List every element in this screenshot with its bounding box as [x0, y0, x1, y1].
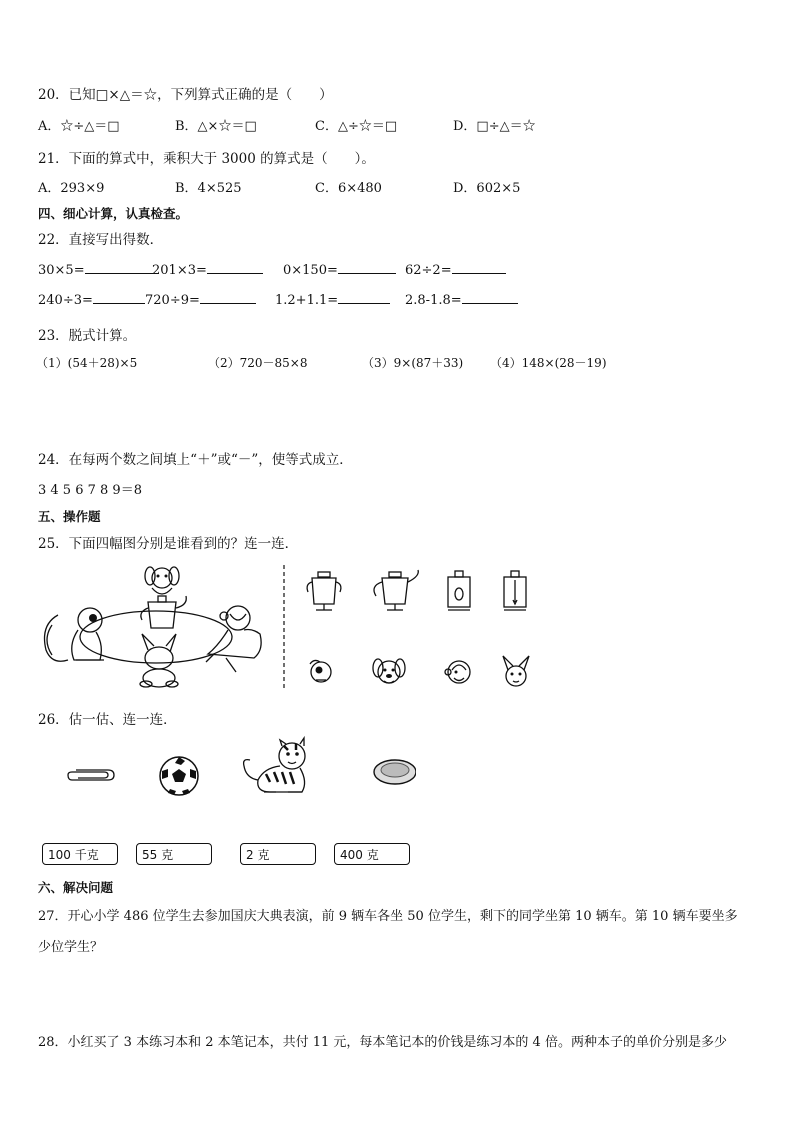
q23-item-3: （3）9×(87＋33): [362, 356, 464, 370]
weight-option-400g[interactable]: 400 克: [334, 843, 410, 865]
weight-option-55g[interactable]: 55 克: [136, 843, 212, 865]
dashed-divider: [282, 565, 286, 690]
q23-item-2: （2）720－85×8: [208, 356, 308, 370]
answer-blank[interactable]: [200, 291, 256, 304]
q21-stem: 21．下面的算式中，乘积大于 3000 的算式是（ ）。: [38, 151, 375, 167]
q22-expr: 720÷9=: [145, 293, 200, 308]
plate-icon: [372, 757, 418, 787]
q20-stem: 20．已知□×△＝☆，下列算式正确的是（ ）: [38, 87, 333, 103]
q24-equation: 3 4 5 6 7 8 9＝8: [38, 483, 142, 498]
section-5-heading: 五、操作题: [38, 509, 101, 524]
q23-stem: 23．脱式计算。: [38, 328, 137, 344]
answer-blank[interactable]: [338, 291, 390, 304]
tiger-icon: [240, 738, 312, 796]
teapot-view-1: [304, 570, 344, 612]
squirrel-face-icon: [306, 656, 336, 688]
dog-figure: [145, 567, 179, 594]
q22-row2-item1: [38, 291, 145, 308]
q22-row2-item2: [145, 291, 256, 308]
dog-face-icon: [371, 656, 407, 690]
q22-row2-item3: [275, 291, 390, 308]
q20-option-c: C．△÷☆＝□: [315, 119, 398, 134]
q22-row1-item1: [38, 261, 159, 278]
answer-blank[interactable]: [85, 261, 159, 274]
q21-option-d: D．602×5: [453, 181, 521, 196]
q22-expr: 30×5=: [38, 263, 85, 278]
q22-expr: 62÷2=: [405, 263, 452, 278]
answer-blank[interactable]: [462, 291, 518, 304]
rabbit-figure: [140, 634, 178, 687]
answer-blank[interactable]: [93, 291, 145, 304]
section-4-heading: 四、细心计算，认真检查。: [38, 206, 189, 221]
q22-row1-item4: [405, 261, 506, 278]
q23-item-1: （1）(54＋28)×5: [36, 356, 138, 370]
q25-stem: 25．下面四幅图分别是谁看到的？连一连．: [38, 536, 299, 552]
q20-option-b: B．△×☆＝□: [175, 119, 257, 134]
section-6-heading: 六、解决问题: [38, 880, 114, 895]
answer-blank[interactable]: [207, 261, 263, 274]
q27-text-line2: 少位学生？: [38, 940, 104, 955]
q21-option-b: B．4×525: [175, 181, 242, 196]
monkey-face-icon: [444, 656, 474, 690]
teapot-view-4: [500, 570, 530, 612]
q26-stem: 26．估一估、连一连．: [38, 712, 177, 728]
answer-blank[interactable]: [452, 261, 506, 274]
weight-option-2g[interactable]: 2 克: [240, 843, 316, 865]
q28-text-line1: 28．小红买了 3 本练习本和 2 本笔记本，共付 11 元，每本笔记本的价钱是练习本的 4 倍。两种本子的单价分别是多少: [38, 1035, 727, 1050]
q20-option-a: A．☆÷△＝□: [38, 119, 120, 134]
weight-option-100kg[interactable]: 100 千克: [42, 843, 118, 865]
q22-expr: 201×3=: [152, 263, 207, 278]
teapot-view-2: [368, 570, 422, 612]
q22-expr: 1.2+1.1=: [275, 293, 339, 308]
q23-item-4: （4）148×(28－19): [490, 356, 607, 370]
q22-expr: 240÷3=: [38, 293, 93, 308]
paperclip-icon: [66, 766, 116, 784]
q24-stem: 24．在每两个数之间填上“＋”或“－”，使等式成立．: [38, 452, 353, 468]
q21-option-c: C．6×480: [315, 181, 382, 196]
q27-text-line1: 27．开心小学 486 位学生去参加国庆大典表演，前 9 辆车各坐 50 位学生，剩下的同学坐第 10 辆车。第 10 辆车要坐多: [38, 909, 738, 924]
teapot-view-3: [444, 570, 474, 612]
q22-row1-item3: [283, 261, 396, 278]
q21-option-a: A．293×9: [38, 181, 105, 196]
answer-blank[interactable]: [338, 261, 396, 274]
soccer-ball-icon: [158, 755, 200, 797]
q22-row2-item4: [405, 291, 518, 308]
q22-stem: 22．直接写出得数．: [38, 232, 164, 248]
q22-expr: 0×150=: [283, 263, 338, 278]
q22-row1-item2: [152, 261, 263, 278]
rabbit-face-icon: [500, 654, 532, 690]
q20-option-d: D．□÷△＝☆: [453, 119, 536, 134]
table-scene-illustration: [38, 560, 270, 690]
q22-expr: 2.8-1.8=: [405, 293, 462, 308]
